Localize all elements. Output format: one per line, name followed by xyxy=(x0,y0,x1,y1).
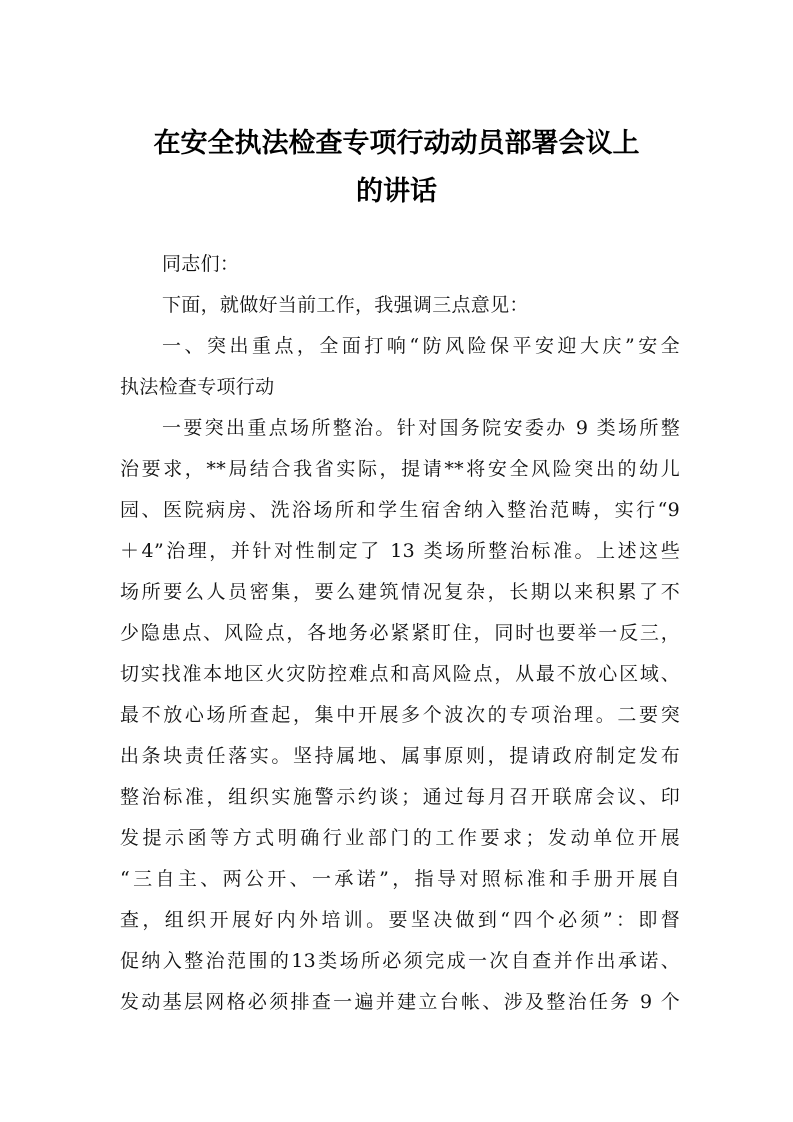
paragraph-line: “三自主、两公开、一承诺”，指导对照标准和手册开展自 xyxy=(120,868,680,890)
paragraph-line: 查，组织开展好内外培训。要坚决做到“四个必须”：即督 xyxy=(120,909,680,931)
section-heading-line: 执法检查专项行动 xyxy=(120,376,275,398)
paragraph-line: 发提示函等方式明确行业部门的工作要求；发动单位开展 xyxy=(120,827,680,849)
paragraph-line: 最不放心场所查起，集中开展多个波次的专项治理。二要突 xyxy=(120,704,680,726)
paragraph-line: 整治标准，组织实施警示约谈；通过每月召开联席会议、印 xyxy=(120,786,680,808)
paragraph-line: 切实找准本地区火灾防控难点和高风险点，从最不放心区域、 xyxy=(120,663,680,685)
paragraph-line: 下面，就做好当前工作，我强调三点意见： xyxy=(162,294,529,316)
paragraph-line: ＋4”治理，并针对性制定了 13 类场所整治标准。上述这些 xyxy=(120,540,680,562)
paragraph-line: 促纳入整治范围的13类场所必须完成一次自查并作出承诺、 xyxy=(120,950,680,972)
paragraph-line: 出条块责任落实。坚持属地、属事原则，提请政府制定发布 xyxy=(120,745,680,767)
paragraph-line: 场所要么人员密集，要么建筑情况复杂，长期以来积累了不 xyxy=(120,581,680,603)
paragraph-line: 治要求，**局结合我省实际，提请**将安全风险突出的幼儿 xyxy=(120,458,680,480)
paragraph-line: 发动基层网格必须排查一遍并建立台帐、涉及整治任务 9 个 xyxy=(120,991,680,1013)
paragraph-line: 少隐患点、风险点，各地务必紧紧盯住，同时也要举一反三， xyxy=(120,622,680,644)
document-title-line-1: 在安全执法检查专项行动动员部署会议上 xyxy=(153,128,640,159)
section-heading-line: 一、突出重点，全面打响“防风险保平安迎大庆”安全 xyxy=(162,335,680,357)
paragraph-line: 园、医院病房、洗浴场所和学生宿舍纳入整治范畴，实行“9 xyxy=(120,499,680,521)
document-title-line-2: 的讲话 xyxy=(356,176,437,207)
paragraph-line: 一要突出重点场所整治。针对国务院安委办 9 类场所整 xyxy=(162,417,680,439)
salutation: 同志们： xyxy=(162,253,240,275)
